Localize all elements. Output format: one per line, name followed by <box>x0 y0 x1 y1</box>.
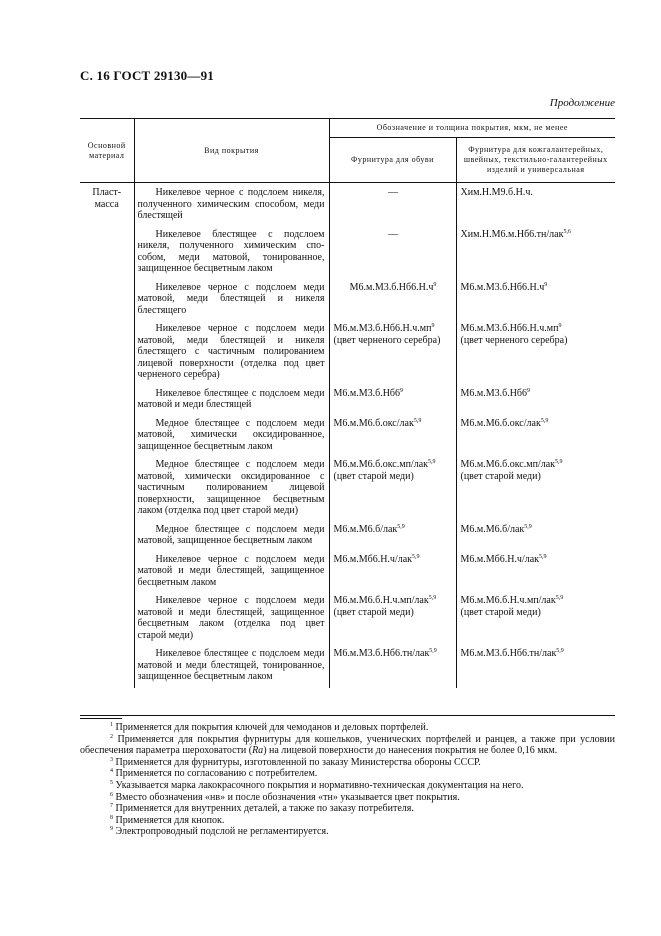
coating-cell: Никелевое черное с подслоем меди матовой и меди блестящей, защищенное бесцветным лаком <box>134 552 329 594</box>
table-row <box>80 552 615 594</box>
coating-cell: Медное блестящее с подслоем меди матовой, защищенное бесцветным лаком <box>134 522 329 552</box>
coating-cell: Никелевое блестящее с подслоем меди матовой и меди блестящей <box>134 386 329 416</box>
footnote: $^7$ Применяется для внутренних деталей, а также по заказу потребителя. <box>110 803 414 815</box>
coating-table <box>80 118 615 688</box>
table-row <box>80 522 615 552</box>
table-row <box>80 416 615 458</box>
table-row <box>80 280 615 322</box>
column-header-shoes: Фурнитура для обуви <box>329 138 456 183</box>
table-row <box>80 321 615 386</box>
coating-cell: Медное блестящее с подслоем меди матовой, химически оксидированное, защищенное бесцветным лаком <box>134 416 329 458</box>
table-row <box>80 227 615 280</box>
page-title: С. 16 ГОСТ 29130—91 <box>80 68 214 83</box>
shoes-cell: $М6.м.М3.б.Нб6^9$ <box>329 386 456 416</box>
column-header-group: Обозначение и толщина покрытия, мкм, не менее <box>329 119 615 138</box>
footnote: $^9$ Электропроводный подслой не регламентируется. <box>110 826 329 838</box>
coating-cell: Никелевое черное с подслоем меди матовой, меди блестящей и никеля блестящего <box>134 280 329 322</box>
coating-cell: Никелевое блестящее с подслоем никеля, полученного химическим способом, меди матовой, тонированное, защищенное бесцветным лаком <box>134 227 329 280</box>
column-header-leather: Фурнитура для кожгалантерейных, швейных, текстильно-галантерейных изделий и универсальная <box>456 138 615 183</box>
footnote: $^2$ Применяется для покрытия фурнитуры для кошельков, ученических портфелей и ранцев, а также при условии обеспечения параметра шероховатости (Ra) на лицевой поверхности до нанесения покрытия не более 0,16 мкм. <box>80 733 615 757</box>
footnote: $^1$ Применяется для покрытия ключей для чемоданов и деловых портфелей. <box>110 722 429 733</box>
shoes-cell: М6.м.М6.б.Н.ч.мп/лак$^{5,9}$ (цвет старой меди) <box>329 593 456 646</box>
coating-cell: Никелевое черное с подслоем никеля, полученного химическим способом, меди блестящей <box>134 183 329 227</box>
table-row <box>80 457 615 522</box>
coating-cell: Никелевое блестящее с подслоем меди матовой и меди блестящей, тонированное, защищенное бесцветным лаком <box>134 646 329 688</box>
table-row <box>80 646 615 688</box>
footnote: $^6$ Вместо обозначения «нв» и после обозначения «тн» указывается цвет покрытия. <box>110 791 460 803</box>
material-cell <box>80 183 134 688</box>
footnote: $^4$ Применяется по согласованию с потребителем. <box>110 768 318 780</box>
footnote-divider <box>80 718 122 719</box>
leather-cell: Хим.Н.М6.м.Нб6.тн/лак$^{5,6}$ <box>456 227 615 280</box>
shoes-cell: М6.м.М6.б.окс/лак$^{5,9}$ <box>329 416 456 458</box>
shoes-cell: М6.м.Мб6.Н.ч/лак$^{5,9}$ <box>329 552 456 594</box>
coating-cell: Никелевое черное с подслоем меди матовой, меди блестящей и никеля блестящего с частичным полированием лицевой поверхности (отделка под цвет черненого серебра) <box>134 321 329 386</box>
column-header-material: Основной материал <box>80 119 134 183</box>
leather-cell: М6.м.М6.б/лак$^{5,9}$ <box>456 522 615 552</box>
table-row <box>80 183 615 227</box>
shoes-cell: М6.м.М3.б.Нб6.тн/лак$^{5,9}$ <box>329 646 456 688</box>
leather-cell: М6.м.М3.б.Нб6.тн/лак$^{5,9}$ <box>456 646 615 688</box>
coating-cell: Никелевое черное с подслоем меди матовой и меди блестящей, защищенное бесцветным лаком (отделка под цвет старой меди) <box>134 593 329 646</box>
shoes-cell: М6.м.М6.б/лак$^{5,9}$ <box>329 522 456 552</box>
column-header-coating: Вид покрытия <box>134 119 329 183</box>
leather-cell: М6.м.Мб6.Н.ч/лак$^{5,9}$ <box>456 552 615 594</box>
shoes-cell: М6.м.М6.б.окс.мп/лак$^{5,9}$ (цвет старой меди) <box>329 457 456 522</box>
table-row <box>80 386 615 416</box>
leather-cell: М6.м.М6.б.окс.мп/лак$^{5,9}$ (цвет старой меди) <box>456 457 615 522</box>
shoes-cell: — <box>329 183 456 227</box>
shoes-cell: — <box>329 227 456 280</box>
leather-cell: М6.м.М6.б.Н.ч.мп/лак$^{5,9}$ (цвет старой меди) <box>456 593 615 646</box>
footnote: $^8$ Применяется для кнопок. <box>110 814 225 826</box>
shoes-cell: $М6.м.М3.б.Нб6.Н.ч^9$ <box>329 280 456 322</box>
table-row <box>80 593 615 646</box>
leather-cell: $М6.м.М3.б.Нб6.Н.ч^9$ <box>456 280 615 322</box>
footnotes <box>80 722 615 838</box>
leather-cell: $М6.м.М3.б.Нб6.Н.ч.мп^9$ (цвет черненого серебра) <box>456 321 615 386</box>
leather-cell: Хим.Н.М9.б.Н.ч. <box>456 183 615 227</box>
leather-cell: $М6.м.М3.б.Нб6^9$ <box>456 386 615 416</box>
footnote: $^5$ Указывается марка лакокрасочного покрытия и нормативно-техническая документация на него. <box>110 779 524 791</box>
shoes-cell: $М6.м.М3.б.Нб6.Н.ч.мп^9$ (цвет черненого серебра) <box>329 321 456 386</box>
table-bottom-rule <box>80 715 615 716</box>
material-line: Пласт- <box>92 187 122 198</box>
leather-cell: М6.м.М6.б.окс/лак$^{5,9}$ <box>456 416 615 458</box>
continuation-label: Продолжение <box>549 97 615 109</box>
footnote: $^3$ Применяется для фурнитуры, изготовленной по заказу Министерства обороны СССР. <box>110 756 481 768</box>
material-line: масса <box>94 198 119 210</box>
coating-cell: Медное блестящее с подслоем меди матовой, химически оксидированное с частичным полированием лицевой поверхности, защищенное бесцветным лаком (отделка под цвет старой меди) <box>134 457 329 522</box>
